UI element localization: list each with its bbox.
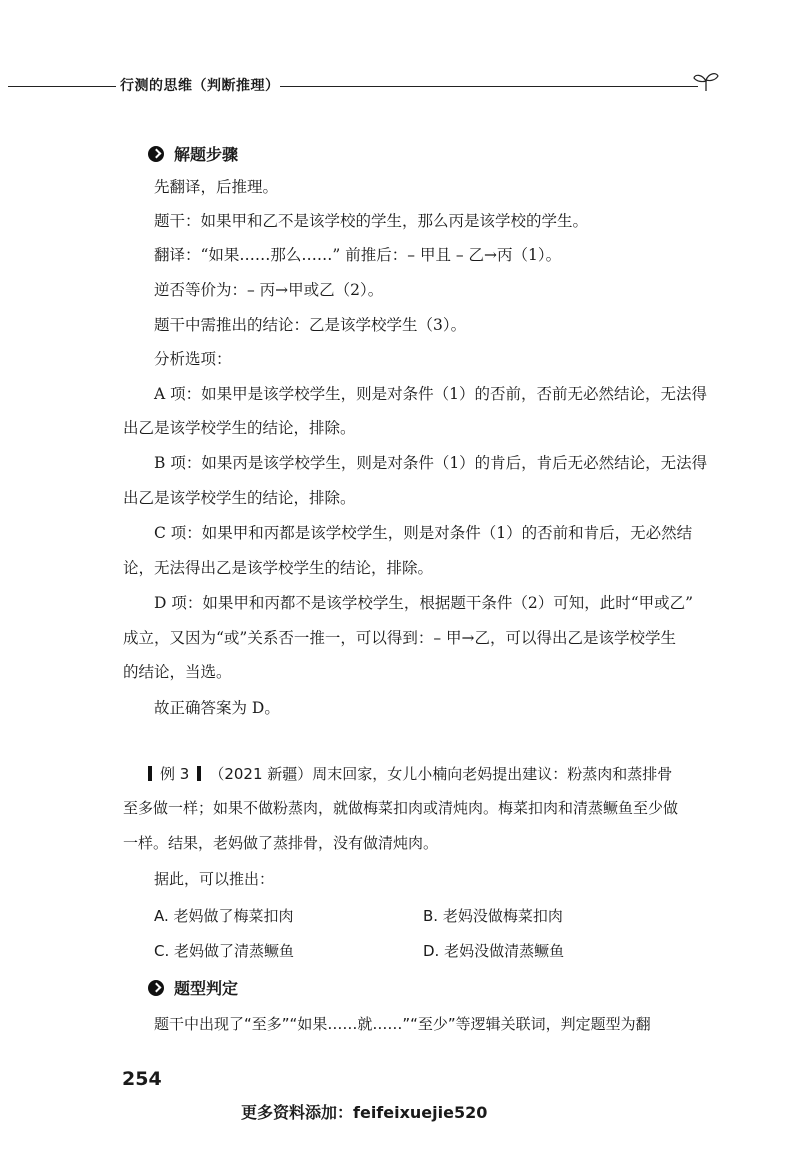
page-header [0,70,800,100]
step-bullet-icon [148,146,164,162]
option-analysis-b-cont: 出乙是该学校学生的结论，排除。 [123,489,356,507]
example-label: 例 3 [160,765,190,783]
example-intro-text: （2021 新疆）周末回家，女儿小楠向老妈提出建议：粉蒸肉和蒸排骨 [209,765,673,783]
option-analysis-d-cont2: 的结论，当选。 [123,663,232,681]
header-rule-left [8,86,116,87]
solution-line: 逆否等价为：– 丙→甲或乙（2）。 [154,281,384,299]
solution-line: 先翻译，后推理。 [154,178,279,196]
header-rule-right [280,86,698,87]
example-line: 至多做一样；如果不做粉蒸肉，就做梅菜扣肉或清炖肉。梅菜扣肉和清蒸鳜鱼至少做 [123,799,679,817]
option-analysis-a-cont: 出乙是该学校学生的结论，排除。 [123,419,356,437]
sprout-icon [692,70,720,92]
option-analysis-c-cont: 论，无法得出乙是该学校学生的结论，排除。 [123,559,434,577]
example-line: 一样。结果，老妈做了蒸排骨，没有做清炖肉。 [123,834,439,852]
option-analysis-c: C 项：如果甲和丙都是该学校学生，则是对条件（1）的否前和肯后，无必然结 [154,524,693,542]
solution-line: 翻译：“如果……那么……” 前推后：– 甲且 – 乙→丙（1）。 [154,246,562,264]
solution-heading-text: 解题步骤 [174,145,239,164]
header-title: 行测的思维（判断推理） [120,78,280,94]
option-d: D. 老妈没做清蒸鳜鱼 [423,942,565,960]
example-intro [148,763,672,785]
option-analysis-d: D 项：如果甲和丙都不是该学校学生，根据题干条件（2）可知，此时“甲或乙” [154,594,694,612]
option-a: A. 老妈做了梅菜扣肉 [154,907,294,925]
type-judgement-line: 题干中出现了“至多”“如果……就……”“至少”等逻辑关联词，判定题型为翻 [154,1015,651,1033]
type-judgement-heading-text: 题型判定 [174,979,239,998]
solution-line: 分析选项： [154,350,232,368]
type-judgement-heading [148,976,238,999]
solution-line: 题干：如果甲和乙不是该学校的学生，那么丙是该学校的学生。 [154,212,589,230]
solution-line: 题干中需推出的结论：乙是该学校学生（3）。 [154,316,467,334]
page-number: 254 [122,1068,162,1090]
option-analysis-d-cont: 成立，又因为“或”关系否一推一，可以得到：– 甲→乙，可以得出乙是该学校学生 [123,629,677,647]
option-analysis-a: A 项：如果甲是该学校学生，则是对条件（1）的否前，否前无必然结论，无法得 [154,385,707,403]
solution-heading [148,142,238,165]
option-b: B. 老妈没做梅菜扣肉 [423,907,563,925]
example-question: 据此，可以推出： [154,870,275,888]
answer-line: 故正确答案为 D。 [154,699,280,717]
example-marker-right [197,766,201,781]
footer-note: 更多资料添加：feifeixuejie520 [241,1103,488,1122]
option-analysis-b: B 项：如果丙是该学校学生，则是对条件（1）的肯后，肯后无必然结论，无法得 [154,454,708,472]
step-bullet-icon [148,980,164,996]
option-c: C. 老妈做了清蒸鳜鱼 [154,942,295,960]
example-marker-left [148,766,152,781]
